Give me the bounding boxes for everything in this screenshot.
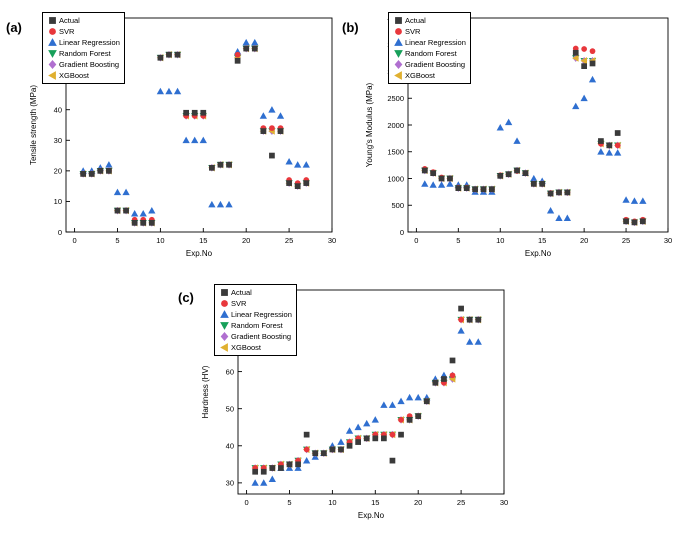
legend-label: Random Forest	[231, 321, 283, 330]
svg-text:40: 40	[225, 441, 234, 451]
legend-label: Linear Regression	[405, 38, 466, 47]
legend-item	[46, 26, 120, 37]
svg-text:5: 5	[287, 498, 292, 507]
legend-marker-icon	[46, 26, 59, 37]
svg-text:0: 0	[57, 227, 62, 237]
legend-item	[46, 15, 120, 26]
legend-item	[392, 59, 466, 70]
legend-label: XGBoost	[59, 71, 90, 80]
legend-marker-icon	[46, 48, 59, 59]
svg-text:Exp.No: Exp.No	[357, 511, 385, 520]
svg-text:0: 0	[244, 498, 249, 507]
svg-text:30: 30	[327, 236, 337, 245]
legend-item	[392, 70, 466, 81]
legend-label: Gradient Boosting	[405, 60, 466, 69]
svg-text:40: 40	[53, 105, 62, 115]
svg-text:50: 50	[225, 404, 234, 414]
legend-item	[46, 59, 120, 70]
panel-label-b: (b)	[342, 20, 359, 35]
legend-marker-icon	[46, 70, 59, 81]
legend-marker-icon	[46, 59, 59, 70]
legend-label: XGBoost	[231, 343, 262, 352]
svg-text:10: 10	[53, 197, 62, 207]
legend-marker-icon	[46, 15, 59, 26]
svg-text:30: 30	[663, 236, 673, 245]
legend-marker-icon	[218, 342, 231, 353]
svg-text:Tensile strength (MPa): Tensile strength (MPa)	[29, 84, 38, 166]
svg-text:20: 20	[242, 236, 251, 245]
svg-text:5: 5	[115, 236, 120, 245]
svg-text:15: 15	[538, 236, 547, 245]
svg-text:60: 60	[225, 367, 234, 377]
svg-text:20: 20	[53, 166, 62, 176]
svg-text:30: 30	[53, 136, 62, 146]
legend-marker-icon	[218, 331, 231, 342]
legend-marker-icon	[218, 309, 231, 320]
legend-label: Random Forest	[405, 49, 457, 58]
legend-item	[392, 15, 466, 26]
svg-text:1000: 1000	[387, 174, 404, 184]
legend-label: XGBoost	[405, 71, 436, 80]
legend-item	[218, 309, 292, 320]
legend-marker-icon	[392, 37, 405, 48]
legend-label: Actual	[231, 288, 252, 297]
svg-text:2000: 2000	[387, 120, 404, 130]
legend-item	[218, 331, 292, 342]
legend-item	[46, 70, 120, 81]
legend-chart-b	[388, 12, 471, 84]
svg-text:Young's Modulus (MPa): Young's Modulus (MPa)	[365, 82, 374, 168]
svg-text:0: 0	[399, 227, 404, 237]
svg-text:20: 20	[579, 236, 589, 245]
legend-label: Gradient Boosting	[59, 60, 120, 69]
svg-text:25: 25	[456, 498, 466, 507]
legend-label: Random Forest	[59, 49, 111, 58]
legend-marker-icon	[218, 287, 231, 298]
legend-chart-a	[42, 12, 125, 84]
legend-marker-icon	[218, 320, 231, 331]
legend-marker-icon	[218, 298, 231, 309]
legend-label: Actual	[59, 16, 80, 25]
svg-text:0: 0	[72, 236, 77, 245]
svg-text:10: 10	[496, 236, 505, 245]
legend-chart-c	[214, 284, 297, 356]
svg-text:Hardness (HV): Hardness (HV)	[201, 365, 210, 419]
panel-label-c: (c)	[178, 290, 194, 305]
legend-item	[46, 48, 120, 59]
svg-text:30: 30	[499, 498, 509, 507]
svg-text:Exp.No: Exp.No	[185, 249, 213, 258]
legend-marker-icon	[46, 37, 59, 48]
legend-marker-icon	[392, 48, 405, 59]
legend-label: Actual	[405, 16, 426, 25]
legend-item	[392, 26, 466, 37]
svg-text:2500: 2500	[387, 94, 404, 104]
svg-text:0: 0	[414, 236, 419, 245]
legend-item	[218, 342, 292, 353]
svg-text:25: 25	[621, 236, 631, 245]
svg-text:5: 5	[456, 236, 461, 245]
legend-marker-icon	[392, 26, 405, 37]
legend-item	[392, 37, 466, 48]
legend-label: SVR	[231, 299, 247, 308]
svg-text:1500: 1500	[387, 147, 404, 157]
legend-item	[218, 287, 292, 298]
legend-marker-icon	[392, 15, 405, 26]
legend-label: SVR	[59, 27, 75, 36]
svg-text:30: 30	[225, 478, 234, 488]
legend-marker-icon	[392, 70, 405, 81]
legend-label: SVR	[405, 27, 421, 36]
svg-text:Exp.No: Exp.No	[524, 249, 552, 258]
legend-item	[46, 37, 120, 48]
legend-marker-icon	[392, 59, 405, 70]
svg-text:10: 10	[156, 236, 165, 245]
legend-label: Linear Regression	[59, 38, 120, 47]
svg-text:500: 500	[391, 201, 404, 211]
svg-text:25: 25	[284, 236, 294, 245]
legend-item	[218, 298, 292, 309]
svg-text:15: 15	[199, 236, 208, 245]
svg-text:10: 10	[328, 498, 337, 507]
legend-item	[392, 48, 466, 59]
legend-label: Gradient Boosting	[231, 332, 292, 341]
series-points	[421, 76, 646, 221]
svg-text:15: 15	[371, 498, 380, 507]
legend-item	[218, 320, 292, 331]
legend-label: Linear Regression	[231, 310, 292, 319]
panel-label-a: (a)	[6, 20, 22, 35]
svg-text:20: 20	[414, 498, 423, 507]
